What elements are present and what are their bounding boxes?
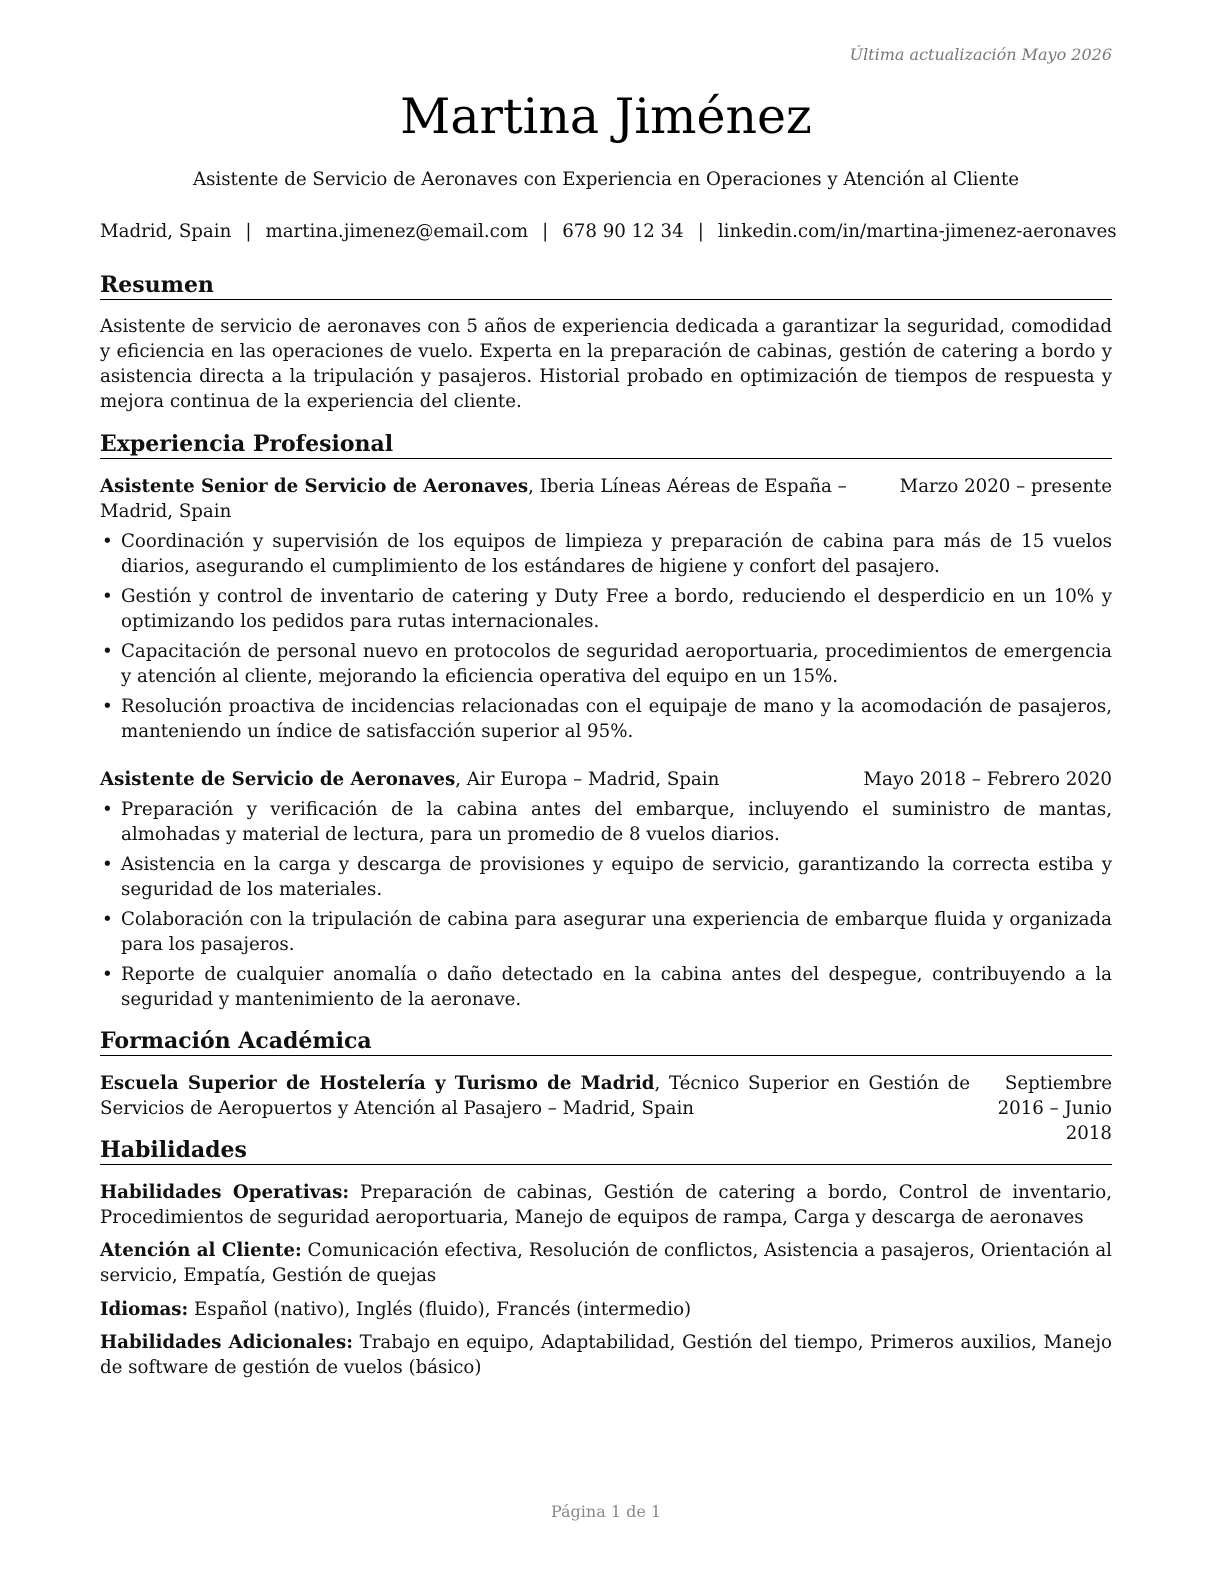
section-heading-skills: Habilidades	[100, 1137, 1112, 1165]
skill-text: Comunicación efectiva, Resolución de conflictos, Asistencia a pasajeros, Orientación al servicio, Empatía, Gestión de quejas	[100, 1240, 1113, 1286]
education-degree: , Técnico Superior en Gestión de Servicios de Aeropuertos y Atención al Pasajero – Madrid, Spain	[100, 1073, 970, 1119]
skill-group	[100, 1330, 1112, 1380]
skill-group	[100, 1238, 1112, 1288]
skill-text: Español (nativo), Inglés (fluido), Francés (intermedio)	[188, 1299, 692, 1320]
education-line	[100, 1071, 970, 1121]
education-dates: Septiembre 2016 – Junio 2018	[997, 1073, 1112, 1144]
skill-label: Atención al Cliente:	[100, 1240, 302, 1261]
skill-label: Habilidades Operativas:	[100, 1182, 350, 1203]
job-title: Asistente Senior de Servicio de Aeronaves	[100, 476, 529, 497]
contact-separator: |	[697, 221, 704, 242]
section-heading-education: Formación Académica	[100, 1028, 1112, 1056]
skill-group	[100, 1180, 1112, 1230]
section-heading-experience: Experiencia Profesional	[100, 431, 1112, 459]
education-entry	[100, 1071, 1112, 1146]
section-heading-summary: Resumen	[100, 272, 1112, 300]
skill-label: Habilidades Adicionales:	[100, 1332, 353, 1353]
contact-email[interactable]: martina.jimenez@email.com	[265, 221, 529, 242]
contact-separator: |	[542, 221, 549, 242]
job-header	[100, 474, 1112, 524]
job-header	[100, 767, 1112, 792]
job-bullets	[100, 797, 1112, 1017]
skill-text: Trabajo en equipo, Adaptabilidad, Gestión del tiempo, Primeros auxilios, Manejo de software de gestión de vuelos (básico)	[100, 1332, 1112, 1378]
skill-text: Preparación de cabinas, Gestión de catering a bordo, Control de inventario, Procedimientos de seguridad aeroportuaria, Manejo de equipos de rampa, Carga y descarga de aeronaves	[100, 1182, 1112, 1228]
list-item: • Resolución proactiva de incidencias relacionadas con el equipaje de mano y la acomodación de pasajeros, manteniendo un índice de satisfacción superior al 95%.	[100, 694, 1112, 744]
job-title-line	[100, 767, 719, 792]
job-title: Asistente de Servicio de Aeronaves	[100, 769, 456, 790]
skill-group	[100, 1297, 1112, 1322]
list-item: • Gestión y control de inventario de catering y Duty Free a bordo, reduciendo el desperdicio en un 10% y optimizando los pedidos para rutas internacionales.	[100, 584, 1112, 634]
contact-phone: 678 90 12 34	[562, 221, 684, 242]
list-item: • Colaboración con la tripulación de cabina para asegurar una experiencia de embarque fluida y organizada para los pasajeros.	[100, 907, 1112, 957]
tagline: Asistente de Servicio de Aeronaves con Experiencia en Operaciones y Atención al Cliente	[192, 169, 1020, 190]
summary-text: Asistente de servicio de aeronaves con 5 años de experiencia dedicada a garantizar la seguridad, comodidad y eficiencia en las operaciones de vuelo. Experta en la preparación de cabinas, gestión de catering a bordo y asistencia directa a la tripulación y pasajeros. Historial probado en optimización de tiempos de respuesta y mejora continua de la experiencia del cliente.	[100, 316, 1112, 412]
resume-page	[100, 0, 1117, 1584]
job-dates: Marzo 2020 – presente	[899, 476, 1112, 497]
list-item: • Asistencia en la carga y descarga de provisiones y equipo de servicio, garantizando la correcta estiba y seguridad de los materiales.	[100, 852, 1112, 902]
list-item: • Reporte de cualquier anomalía o daño detectado en la cabina antes del despegue, contribuyendo a la seguridad y mantenimiento de la aeronave.	[100, 962, 1112, 1012]
contact-separator: |	[245, 221, 252, 242]
contact-linkedin[interactable]: linkedin.com/in/martina-jimenez-aeronaves	[717, 221, 1117, 242]
list-item: • Preparación y verificación de la cabina antes del embarque, incluyendo el suministro de mantas, almohadas y material de lectura, para un promedio de 8 vuelos diarios.	[100, 797, 1112, 847]
job-dates: Mayo 2018 – Febrero 2020	[863, 769, 1112, 790]
candidate-name: Martina Jiménez	[400, 88, 812, 145]
last-updated: Última actualización Mayo 2026	[849, 45, 1112, 64]
contact-line	[100, 219, 1117, 244]
list-item: • Coordinación y supervisión de los equipos de limpieza y preparación de cabina para más de 15 vuelos diarios, asegurando el cumplimiento de los estándares de higiene y confort del pasajero.	[100, 529, 1112, 579]
list-item: • Capacitación de personal nuevo en protocolos de seguridad aeroportuaria, procedimientos de emergencia y atención al cliente, mejorando la eficiencia operativa del equipo en un 15%.	[100, 639, 1112, 689]
skill-label: Idiomas:	[100, 1299, 189, 1320]
contact-location: Madrid, Spain	[100, 221, 232, 242]
job-company: , Air Europa – Madrid, Spain	[455, 769, 720, 790]
job-title-line	[100, 474, 890, 524]
job-company: , Iberia Líneas Aéreas de España – Madrid, Spain	[100, 476, 847, 522]
job-bullets	[100, 529, 1112, 749]
education-school: Escuela Superior de Hostelería y Turismo de Madrid	[100, 1073, 655, 1094]
page-number: Página 1 de 1	[550, 1502, 662, 1521]
